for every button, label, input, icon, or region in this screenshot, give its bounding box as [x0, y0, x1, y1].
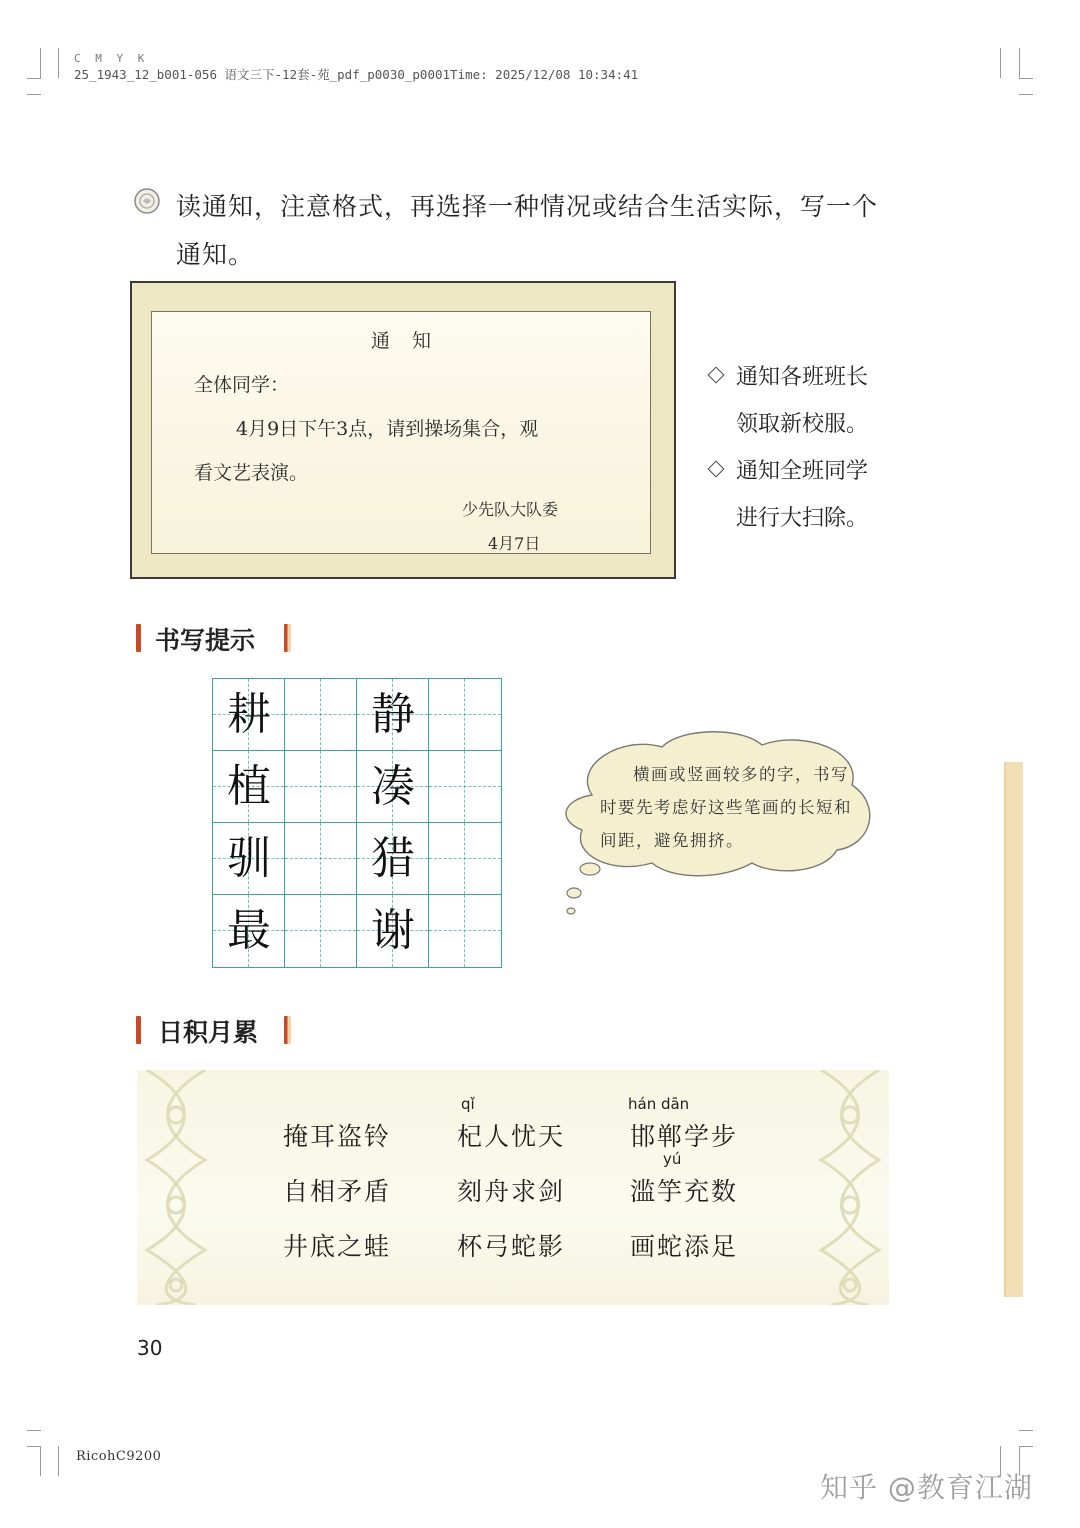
crop-mark — [27, 1430, 41, 1431]
grid-cell — [285, 823, 357, 895]
writing-tip-text: 横画或竖画较多的字，书写时要先考虑好这些笔画的长短和间距，避免拥挤。 — [600, 765, 852, 850]
crop-mark — [40, 48, 41, 78]
crop-mark — [27, 78, 41, 79]
instruction-text: 读通知，注意格式，再选择一种情况或结合生活实际，写一个通知。 — [176, 192, 879, 269]
page-number: 30 — [137, 1336, 163, 1360]
crop-mark — [1019, 48, 1020, 78]
option-item-continued — [736, 401, 868, 448]
idiom: 刻舟求剑 — [457, 1177, 566, 1206]
option-text: 通知全班同学 — [736, 459, 869, 484]
option-text: 通知各班班长 — [736, 365, 869, 390]
section-title-writing-tips: 书写提示 — [155, 626, 256, 655]
crop-mark — [27, 1446, 41, 1447]
printer-label: RicohC9200 — [76, 1449, 162, 1464]
grid-cell — [285, 895, 357, 967]
crop-mark — [27, 94, 41, 95]
crop-mark — [1019, 78, 1033, 79]
notice-signature: 少先队大队委 — [462, 500, 559, 519]
crop-mark — [1019, 1446, 1033, 1447]
watermark: 知乎 @教育江湖 — [820, 1471, 1033, 1504]
option-item — [710, 448, 868, 495]
ornament-pattern-left — [137, 1070, 215, 1305]
page-edge-strip — [1004, 762, 1023, 1297]
grid-cell — [429, 751, 501, 823]
idiom: 邯郸学步 — [630, 1122, 739, 1151]
idiom: 井底之蛙 — [283, 1232, 392, 1261]
practice-character: 凑 — [371, 761, 415, 812]
pinyin-annotation: hán dān — [628, 1095, 690, 1113]
grid-cell — [429, 679, 501, 751]
idiom: 杯弓蛇影 — [457, 1232, 566, 1261]
crop-mark — [58, 1446, 59, 1476]
practice-character: 植 — [227, 761, 271, 812]
practice-character: 静 — [371, 689, 415, 740]
section-marker-right — [284, 624, 291, 652]
grid-cell — [285, 751, 357, 823]
notice-date: 4月7日 — [488, 534, 541, 553]
thought-bubbles — [560, 860, 610, 920]
idiom: 自相矛盾 — [283, 1177, 392, 1206]
notice-salutation: 全体同学： — [194, 374, 290, 396]
notice-card — [130, 281, 676, 579]
crop-mark — [1019, 94, 1033, 95]
practice-character: 谢 — [371, 905, 415, 956]
notice-paper — [151, 311, 651, 554]
practice-character: 耕 — [227, 689, 271, 740]
diamond-icon — [708, 461, 725, 478]
notice-body-line: 4月9日下午3点，请到操场集合，观 — [236, 418, 539, 440]
pinyin-annotation: yú — [663, 1150, 682, 1168]
grid-cell — [429, 823, 501, 895]
header-file-info: 25_1943_12_b001-056 语文三下-12套-苑_pdf_p0030_p0001Time: 2025/12/08 10:34:41 — [74, 67, 639, 82]
option-item-continued — [736, 495, 868, 542]
option-text: 领取新校服。 — [736, 412, 869, 437]
practice-character: 猎 — [371, 833, 415, 884]
notice-body-line: 看文艺表演。 — [194, 462, 309, 484]
crop-mark — [1019, 1430, 1033, 1431]
grid-cell — [429, 895, 501, 967]
ornament-pattern-right — [811, 1070, 889, 1305]
practice-character: 最 — [227, 905, 271, 956]
idiom: 画蛇添足 — [630, 1232, 739, 1261]
section-marker-left — [136, 1016, 141, 1044]
practice-character: 驯 — [227, 833, 271, 884]
crop-mark — [58, 48, 59, 78]
section-marker-right — [284, 1016, 291, 1044]
notice-title: 通知 — [370, 330, 453, 352]
idiom: 滥竽充数 — [630, 1177, 739, 1206]
section-title-daily-accumulation: 日积月累 — [158, 1018, 259, 1047]
crop-mark — [40, 1446, 41, 1476]
header-cmyk: C M Y K — [74, 52, 149, 65]
pinyin-annotation: qǐ — [461, 1095, 475, 1113]
idiom: 掩耳盗铃 — [283, 1122, 392, 1151]
grid-cell — [285, 679, 357, 751]
diamond-icon — [708, 367, 725, 384]
option-text: 进行大扫除。 — [736, 506, 869, 531]
crop-mark — [1000, 48, 1001, 78]
idiom: 杞人忧天 — [457, 1122, 566, 1151]
option-item — [710, 354, 868, 401]
character-practice-grid — [212, 678, 502, 968]
speech-bubble-icon — [134, 188, 160, 214]
section-marker-left — [136, 624, 141, 652]
